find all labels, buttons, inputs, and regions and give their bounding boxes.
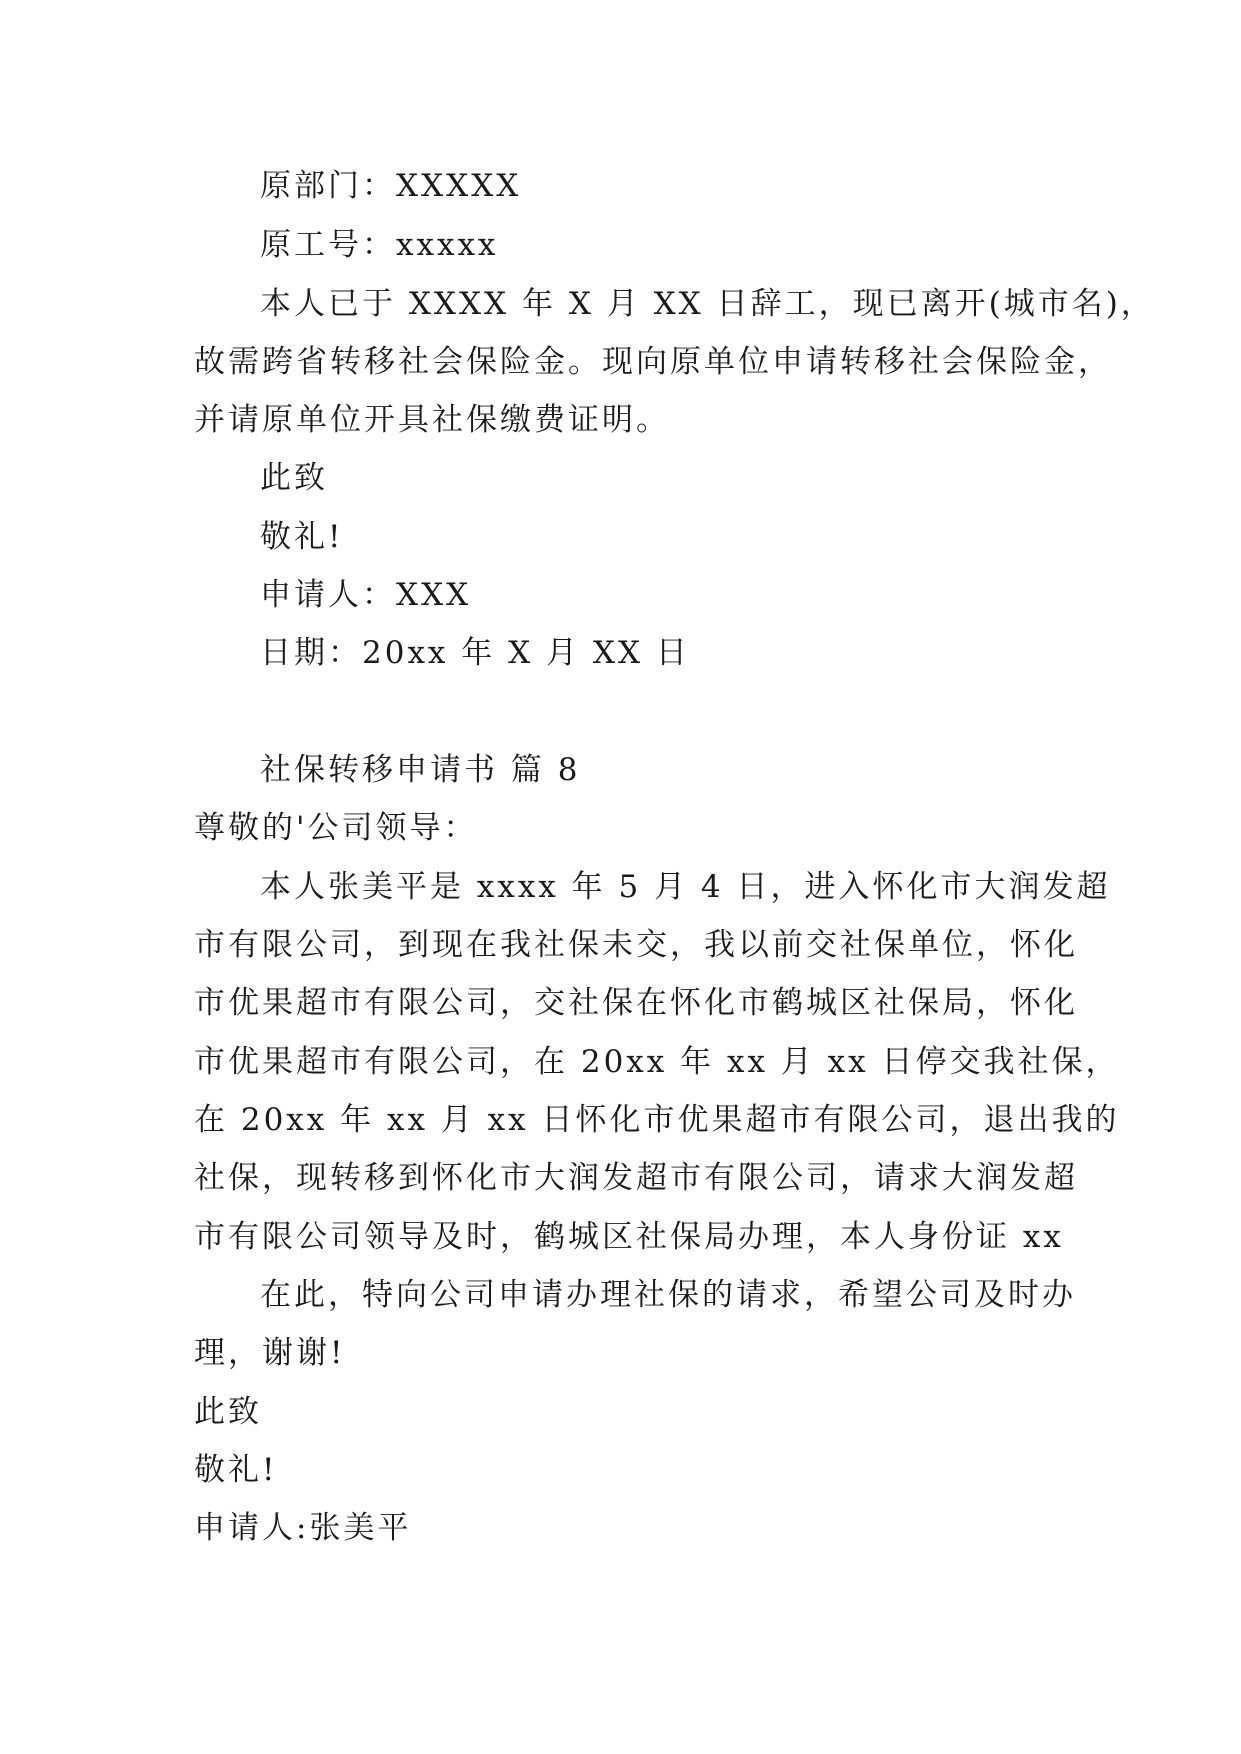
applicant-line: 申请人:张美平	[194, 1510, 412, 1546]
body-line: 在 20xx 年 xx 月 xx 日怀化市优果超市有限公司，退出我的	[194, 1102, 1120, 1138]
salutation: 尊敬的'公司领导：	[194, 810, 478, 846]
original-employee-number: 原工号：xxxxx	[260, 227, 499, 263]
body-line: 故需跨省转移社会保险金。现向原单位申请转移社会保险金，	[194, 344, 1112, 380]
body-line: 市优果超市有限公司，在 20xx 年 xx 月 xx 日停交我社保，	[194, 1044, 1120, 1080]
date-line: 日期：20xx 年 X 月 XX 日	[260, 635, 690, 671]
body-line: 并请原单位开具社保缴费证明。	[194, 402, 670, 438]
body-line: 理，谢谢!	[194, 1335, 346, 1371]
closing-cizhi: 此致	[260, 460, 328, 496]
body-line: 在此，特向公司申请办理社保的请求，希望公司及时办	[260, 1277, 1076, 1313]
section-title: 社保转移申请书 篇 8	[260, 752, 581, 788]
closing-cizhi: 此致	[194, 1394, 262, 1430]
body-line: 本人张美平是 xxxx 年 5 月 4 日，进入怀化市大润发超	[260, 869, 1111, 905]
original-department: 原部门：XXXXX	[260, 168, 522, 204]
body-line: 本人已于 XXXX 年 X 月 XX 日辞工，现已离开(城市名)，	[260, 286, 1155, 322]
body-line: 社保，现转移到怀化市大润发超市有限公司，请求大润发超	[194, 1160, 1078, 1196]
body-line: 市有限公司，到现在我社保未交，我以前交社保单位，怀化	[194, 927, 1078, 963]
closing-jingli: 敬礼!	[260, 519, 344, 555]
closing-jingli: 敬礼!	[194, 1452, 278, 1488]
body-line: 市优果超市有限公司，交社保在怀化市鹤城区社保局，怀化	[194, 985, 1078, 1021]
applicant-line: 申请人：XXX	[260, 577, 472, 613]
body-line: 市有限公司领导及时，鹤城区社保局办理，本人身份证 xx	[194, 1219, 1064, 1255]
